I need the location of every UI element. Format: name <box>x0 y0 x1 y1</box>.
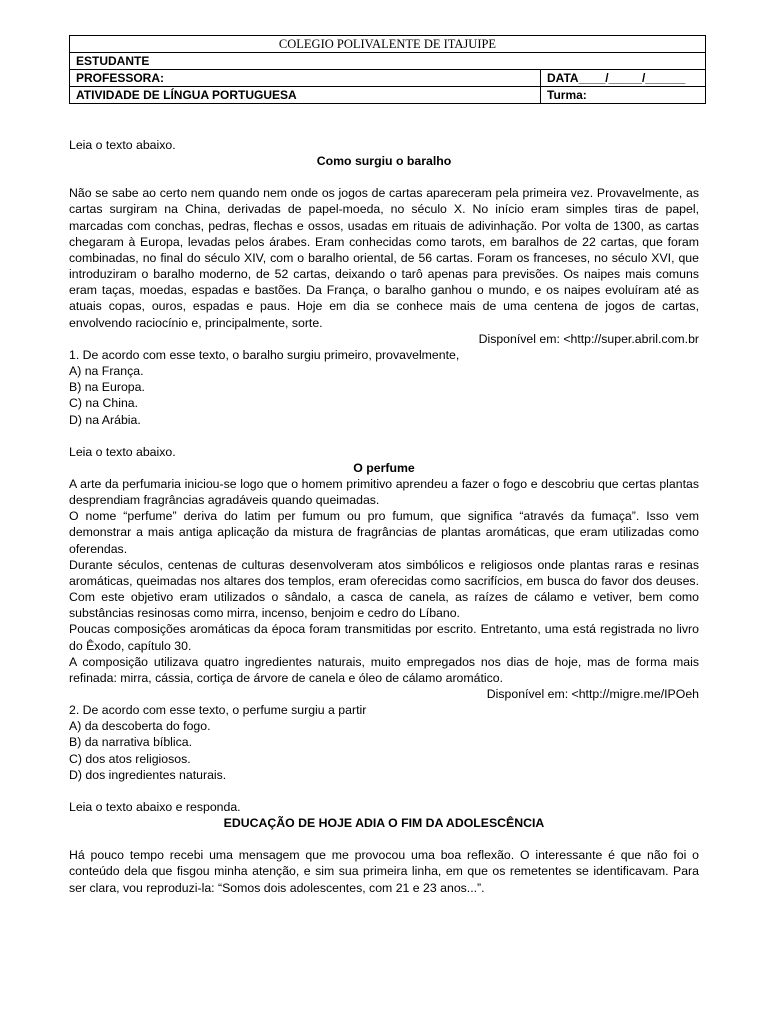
section3-title: EDUCAÇÃO DE HOJE ADIA O FIM DA ADOLESCÊNCIA <box>223 816 545 831</box>
student-field[interactable]: ESTUDANTE <box>70 53 706 70</box>
question-1-option-d[interactable]: D) na Arábia. <box>69 412 141 427</box>
question-2: 2. De acordo com esse texto, o perfume surgiu a partir <box>69 703 367 718</box>
section3-intro: Leia o texto abaixo e responda. <box>69 799 241 814</box>
section3-paragraph: Há pouco tempo recebi uma mensagem que me provocou uma boa reflexão. O interessante é que não foi o conteúdo dela que fisgou minha atenção, e sim sua primeira linha, em que os remetentes se identificavam. Para ser clara, vou reproduzi-la: “Somos dois adolescentes, com 21 e 23 anos...”. <box>69 848 699 895</box>
worksheet-content <box>69 137 699 896</box>
section1-title: Como surgiu o baralho <box>316 154 452 169</box>
school-name: COLEGIO POLIVALENTE DE ITAJUIPE <box>70 36 706 53</box>
section2-title: O perfume <box>353 460 415 475</box>
question-1-option-c[interactable]: C) na China. <box>69 396 139 411</box>
section2-source: Disponível em: <http://migre.me/IPOeh <box>486 687 699 701</box>
section2-paragraph-5: A composição utilizava quatro ingredientes naturais, muito empregados nos dias de hoje, mas de forma mais refinada: mirra, cássia, cortiça de árvore de canela e óleo de cálamo aromático. <box>69 654 699 685</box>
class-field[interactable]: Turma: <box>541 87 706 104</box>
question-2-option-c[interactable]: C) dos atos religiosos. <box>69 751 191 766</box>
question-1-option-b[interactable]: B) na Europa. <box>69 380 145 395</box>
section1-intro: Leia o texto abaixo. <box>69 138 176 152</box>
section1-source: Disponível em: <http://super.abril.com.br <box>478 331 699 346</box>
section2-paragraph-4: Poucas composições aromáticas da época foram transmitidas por escrito. Entretanto, uma está registrada no livro do Êxodo, capítulo 30. <box>69 622 699 653</box>
question-2-option-b[interactable]: B) da narrativa bíblica. <box>69 735 193 750</box>
header-table <box>69 35 706 104</box>
question-1-option-a[interactable]: A) na França. <box>69 364 144 379</box>
section2-paragraph-2: O nome “perfume” deriva do latim per fumum ou pro fumum, que significa “através da fumaça”. Isso vem demonstrar a mais antiga aplicação da mistura de fragrâncias de plantas aromáticas, que eram utilizadas como oferendas. <box>69 509 699 556</box>
question-1: 1. De acordo com esse texto, o baralho surgiu primeiro, provavelmente, <box>69 347 460 362</box>
date-field[interactable]: DATA____/_____/______ <box>541 70 706 87</box>
question-2-option-a[interactable]: A) da descoberta do fogo. <box>69 719 211 734</box>
teacher-field[interactable]: PROFESSORA: <box>70 70 541 87</box>
section2-intro: Leia o texto abaixo. <box>69 444 176 459</box>
section1-paragraph: Não se sabe ao certo nem quando nem onde os jogos de cartas apareceram pela primeira vez. Provavelmente, as cartas surgiram na China, derivadas de papel-moeda, no século X. No início eram simples tiras de papel, marcadas com conchas, pedras, flechas e ossos, usadas em rituais de adivinhação. Por volta de 1300, as cartas chegaram à Europa, levadas pelos árabes. Eram conhecidas como tarots, em baralhos de 22 cartas, que foram combinadas, no final do século XIV, com o baralho oriental, de 56 cartas. Foram os franceses, no século XVI, que introduziram o baralho moderno, de 52 cartas, deixando o tarô apenas para previsões. Os naipes mais comuns eram taças, moedas, espadas e bastões. Da França, o baralho ganhou o mundo, e os naipes evoluíram até as atuais copas, ouros, espadas e paus. Hoje em dia se conhece mais de uma centena de jogos de cartas, envolvendo raciocínio e, principalmente, sorte. <box>69 186 699 330</box>
section2-paragraph-3: Durante séculos, centenas de culturas desenvolveram atos simbólicos e religiosos onde plantas raras e resinas aromáticas, queimadas nos altares dos templos, eram oferecidas como sacrifícios, em busca do favor dos deuses. Com este objetivo eram utilizados o sândalo, a casca de canela, as raízes de cálamo e vetiver, bem como substâncias resinosas como mirra, incenso, benjoim e cedro do Líbano. <box>69 557 699 621</box>
section2-paragraph-1: A arte da perfumaria iniciou-se logo que o homem primitivo aprendeu a fazer o fogo e descobriu que certas plantas desprendiam fragrâncias agradáveis quando queimadas. <box>69 476 699 508</box>
question-2-option-d[interactable]: D) dos ingredientes naturais. <box>69 767 227 782</box>
activity-label: ATIVIDADE DE LÍNGUA PORTUGUESA <box>70 87 541 104</box>
